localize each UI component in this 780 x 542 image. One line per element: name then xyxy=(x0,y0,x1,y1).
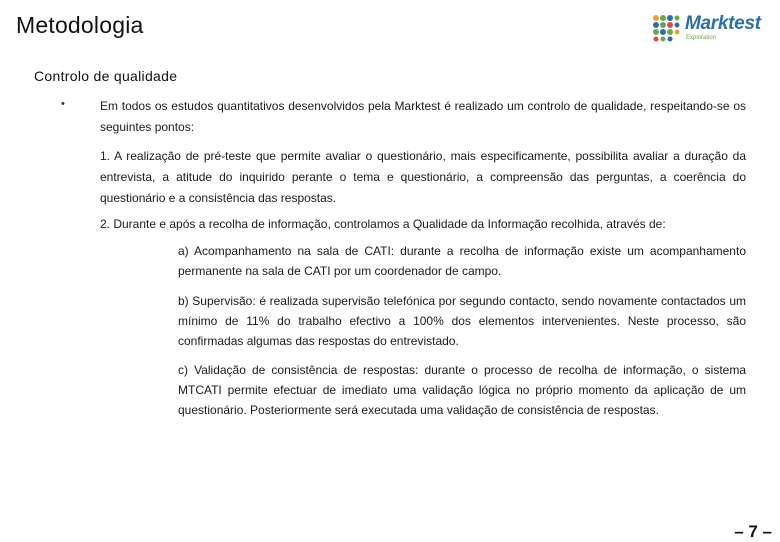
marktest-logo xyxy=(652,12,764,44)
logo-dots-icon xyxy=(652,14,680,42)
page-title: Metodologia xyxy=(16,12,144,38)
subpoint-a: a) Acompanhamento na sala de CATI: durante a recolha de informação existe um acompanhamento permanente na sala de CATI por um coordenador de campo. xyxy=(178,244,746,278)
point-1: 1. A realização de pré-teste que permite avaliar o questionário, mais especificamente, possibilita avaliar a duração da entrevista, a atitude do inquirido perante o tema e questionário, a compreensão das perguntas, a coerência do questionário e a consistência das respostas. xyxy=(100,149,746,205)
bullet-icon: • xyxy=(61,98,65,110)
subpoint-b: b) Supervisão: é realizada supervisão telefónica por segundo contacto, sendo novamente contactados um mínimo de 11% do trabalho efectivo a 100% dos elementos intervenientes. Neste processo, são confirmadas algumas das respostas do entrevistado. xyxy=(178,294,746,348)
page-number: – 7 – xyxy=(734,522,772,541)
point-2: 2. Durante e após a recolha de informação, controlamos a Qualidade da Informação recolhida, através de: xyxy=(100,217,666,231)
logo-wordmark: Marktest xyxy=(685,13,761,34)
section-heading: Controlo de qualidade xyxy=(34,68,178,84)
logo-tagline: Exploration xyxy=(686,35,717,41)
bullet-text: Em todos os estudos quantitativos desenvolvidos pela Marktest é realizado um controlo de qualidade, respeitando-se os seguintes pontos: xyxy=(100,99,746,134)
subpoint-c: c) Validação de consistência de respostas: durante o processo de recolha de informação, o sistema MTCATI permite efectuar de imediato uma validação lógica no próprio momento da aplicação de um questionário. Posteriormente será executada uma validação de consistência de respostas. xyxy=(178,363,746,417)
